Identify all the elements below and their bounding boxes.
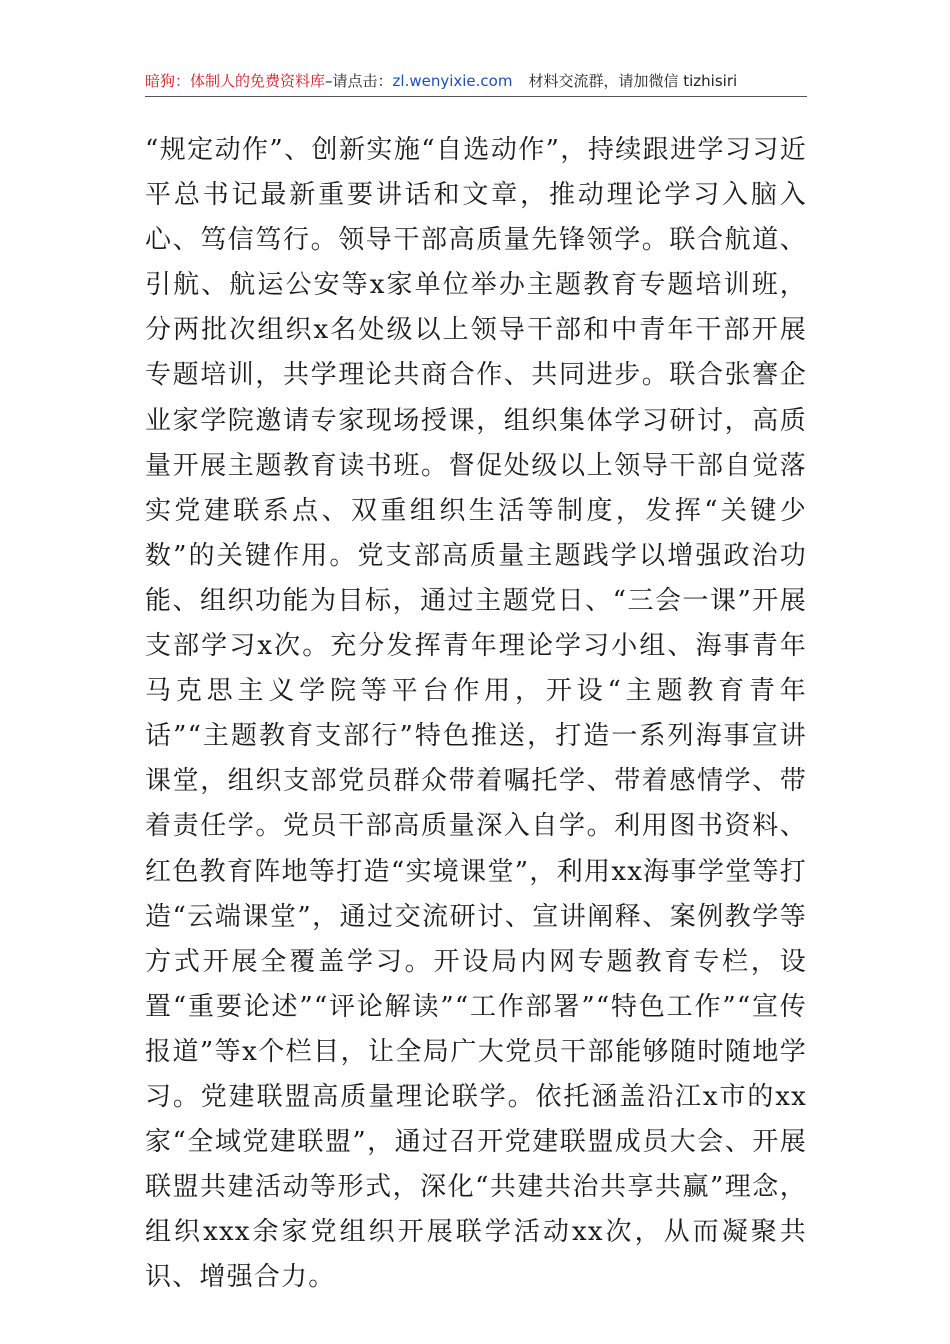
header-prompt: –请点击： [325,72,393,90]
header-url-link[interactable]: zl.wenyixie.com [392,72,513,90]
body-paragraph: “规定动作”、创新实施“自选动作”，持续跟进学习习近平总书记最新重要讲话和文章，推动理论学习入脑入心、笃信笃行。领导干部高质量先锋领学。联合航道、引航、航运公安等x家单位举办主题教育专题培训班，分两批次组织x名处级以上领导干部和中青年干部开展专题培训，共学理论共商合作、共同进步。联合张謇企业家学院邀请专家现场授课，组织集体学习研讨，高质量开展主题教育读书班。督促处级以上领导干部自觉落实党建联系点、双重组织生活等制度，发挥“关键少数”的关键作用。党支部高质量主题践学以增强政治功能、组织功能为目标，通过主题党日、“三会一课”开展支部学习x次。充分发挥青年理论学习小组、海事青年马克思主义学院等平台作用，开设“主题教育青年话”“主题教育支部行”特色推送，打造一系列海事宣讲课堂，组织支部党员群众带着嘱托学、带着感情学、带着责任学。党员干部高质量深入自学。利用图书资料、红色教育阵地等打造“实境课堂”，利用xx海事学堂等打造“云端课堂”，通过交流研讨、宣讲阐释、案例教学等方式开展全覆盖学习。开设局内网专题教育专栏，设置“重要论述”“评论解读”“工作部署”“特色工作”“宣传报道”等x个栏目，让全局广大党员干部能够随时随地学习。党建联盟高质量理论联学。依托涵盖沿江x市的xx家“全域党建联盟”，通过召开党建联盟成员大会、开展联盟共建活动等形式，深化“共建共治共享共赢”理念，组织xxx余家党组织开展联学活动xx次，从而凝聚共识、增强合力。 [145,135,807,1293]
header-group-note: 材料交流群，请加微信 tizhisiri [528,72,738,90]
page-header [145,70,807,97]
header-brand[interactable]: 暗狗：体制人的免费资料库 [145,72,326,90]
